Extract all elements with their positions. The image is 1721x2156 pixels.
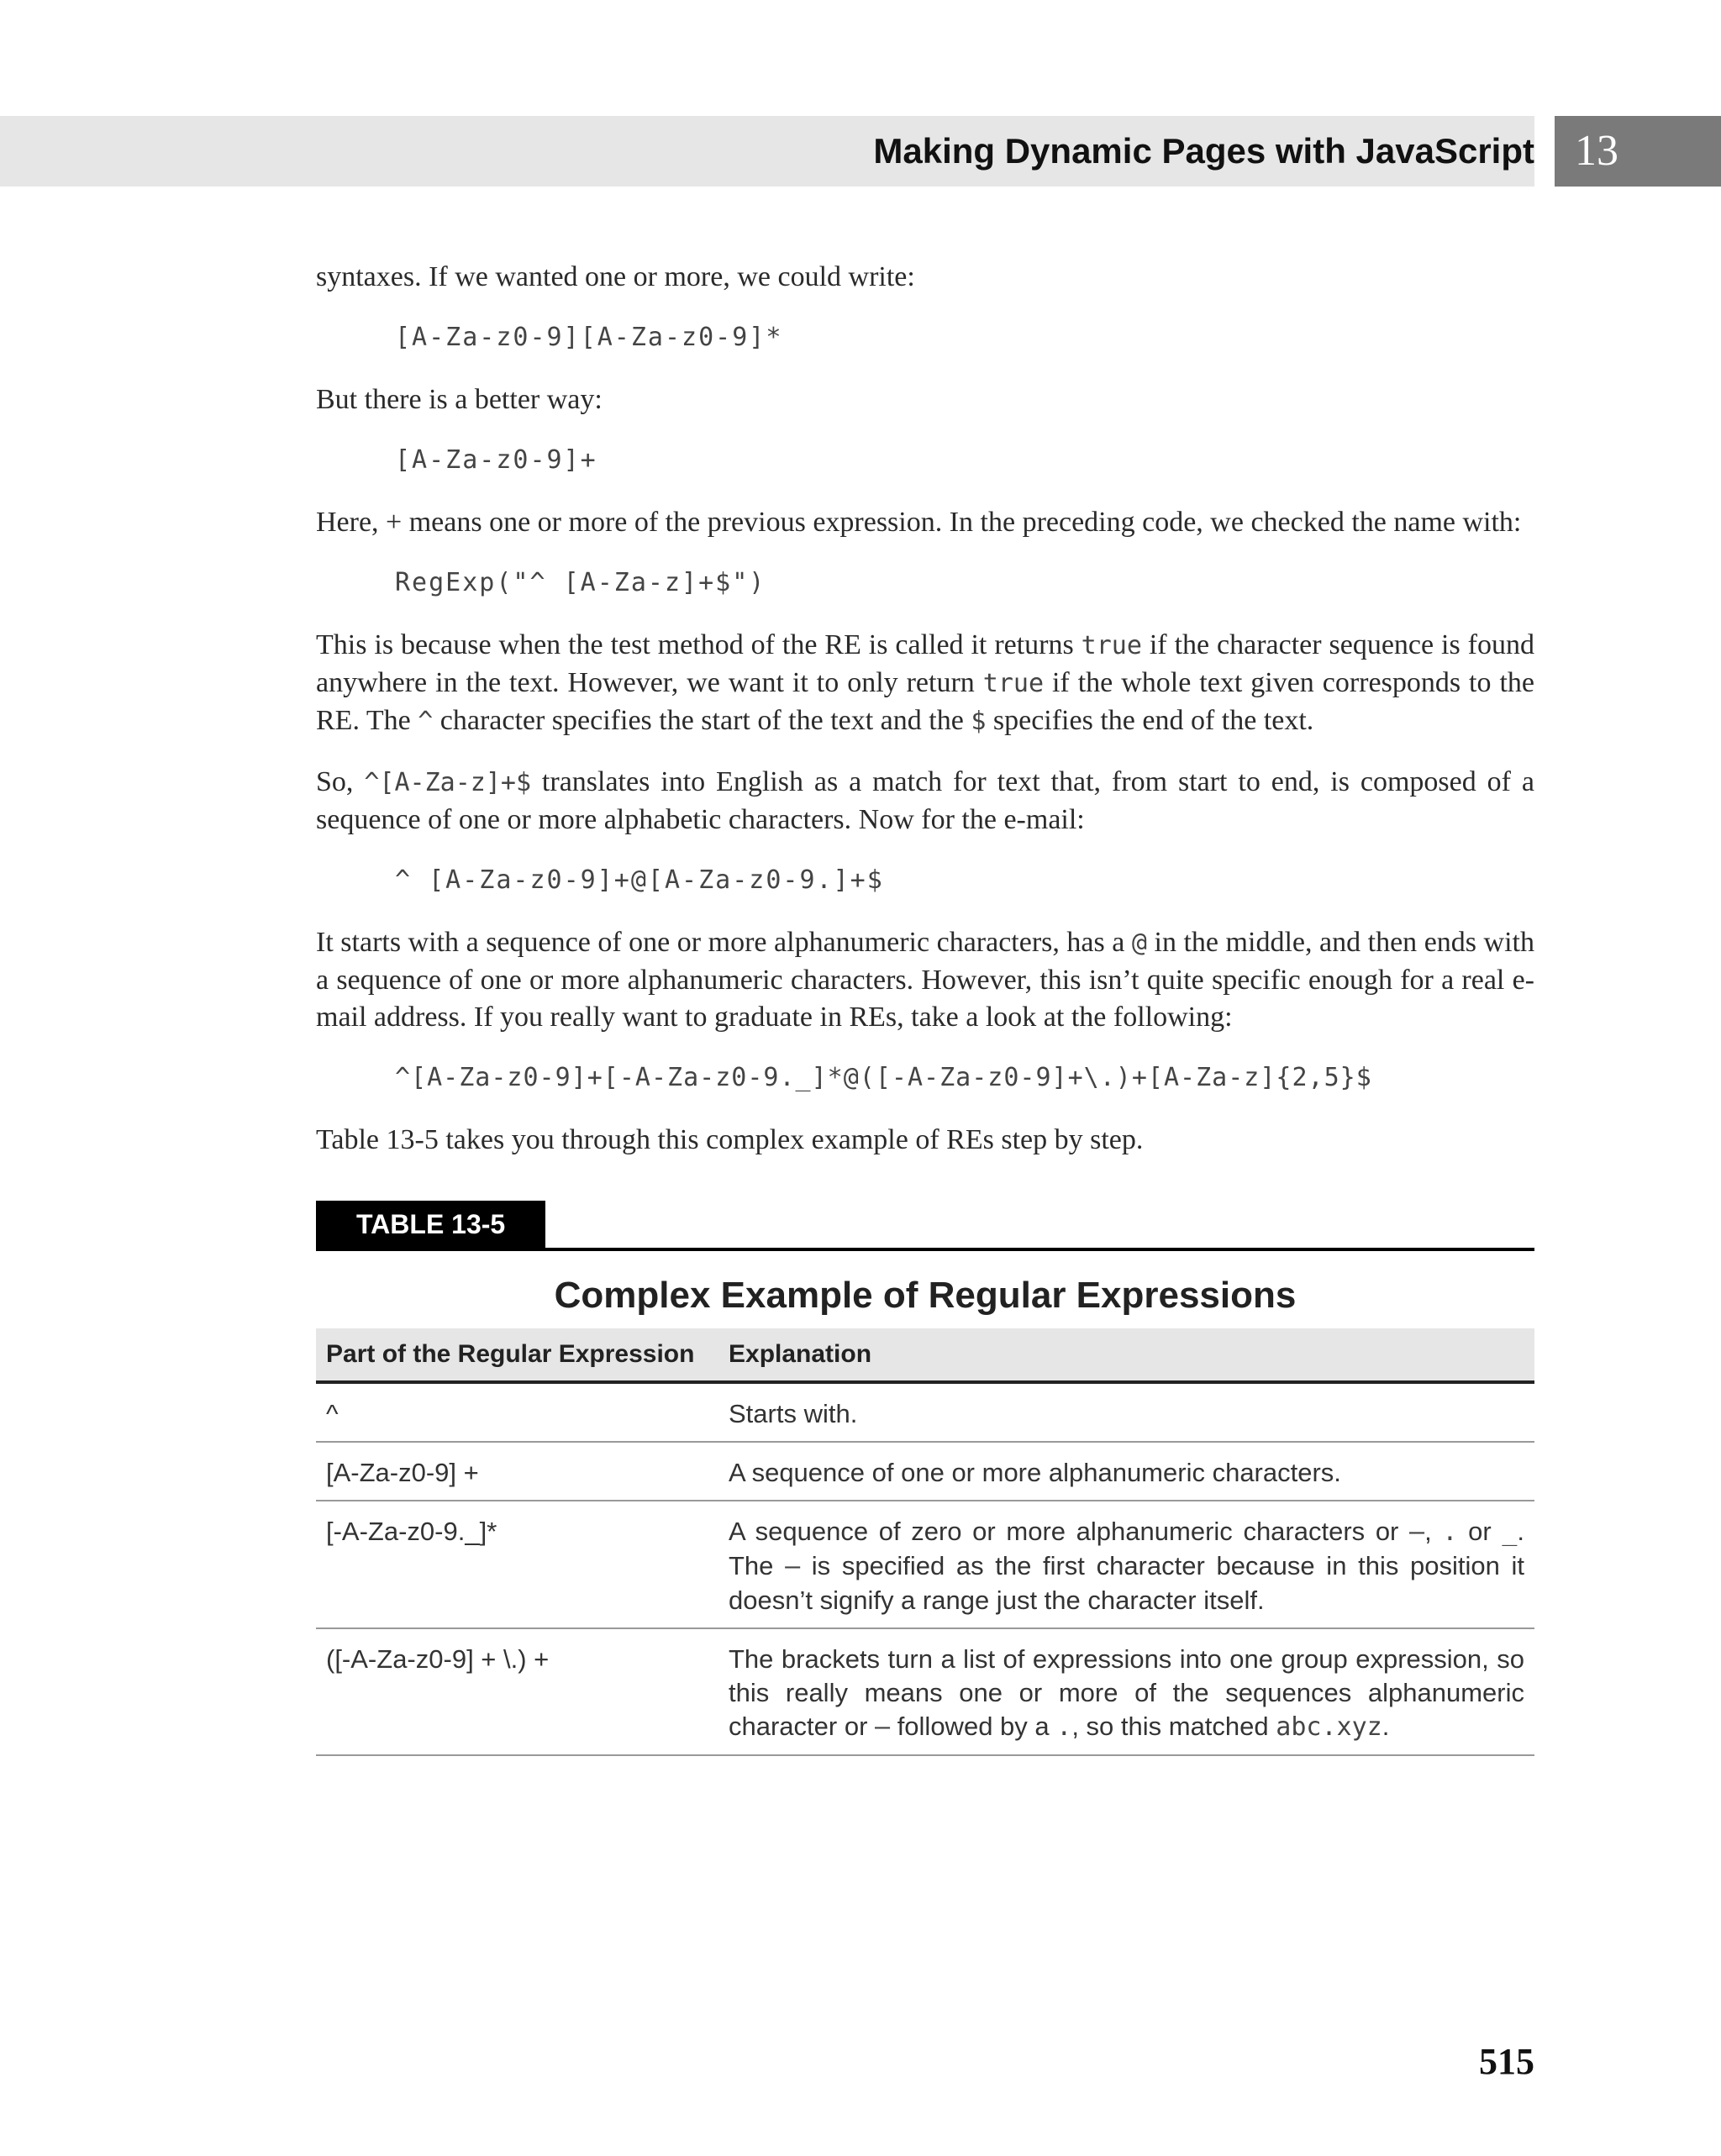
- page-number: 515: [1479, 2041, 1534, 2082]
- text-run: followed by a: [890, 1712, 1057, 1741]
- text-run: ,: [1424, 1517, 1443, 1546]
- table-cell-part: ^: [316, 1382, 718, 1442]
- inline-code: true: [1081, 631, 1142, 660]
- text-run: It starts with a sequence of one or more alphanumeric characters, has a: [316, 927, 1132, 958]
- code-block: [A-Za-z0-9]+: [395, 445, 597, 475]
- table-cell-part: ([-A-Za-z0-9] + \.) +: [316, 1628, 718, 1755]
- table-row: [316, 1501, 1534, 1628]
- paragraph: Here, + means one or more of the previous expression. In the preceding code, we checked the name with:: [316, 507, 1522, 538]
- inline-code: $: [971, 707, 987, 736]
- running-header-title: Making Dynamic Pages with JavaScript: [873, 131, 1534, 171]
- text-run: or: [1457, 1517, 1503, 1546]
- inline-code: –: [785, 1552, 801, 1581]
- table-cell-explanation: Starts with.: [718, 1382, 1534, 1442]
- table-cell-part: [-A-Za-z0-9._]*: [316, 1501, 718, 1628]
- paragraph: syntaxes. If we wanted one or more, we could write:: [316, 261, 915, 292]
- code-block: RegExp("^ [A-Za-z]+$"): [395, 568, 766, 597]
- table-row: [316, 1442, 1534, 1501]
- table-label: TABLE 13-5: [316, 1201, 545, 1248]
- inline-code: @: [1131, 928, 1147, 958]
- table-cell-part: [A-Za-z0-9] +: [316, 1442, 718, 1501]
- text-run: if the character sequence is found anywhere in the text. However, we want it to only return: [316, 629, 1534, 698]
- paragraph: [316, 924, 1534, 1036]
- inline-code: abc.xyz: [1276, 1712, 1382, 1742]
- text-run: character specifies the start of the text and the: [433, 705, 971, 736]
- paragraph: But there is a better way:: [316, 384, 603, 415]
- text-run: So,: [316, 766, 365, 797]
- inline-code: _: [1502, 1517, 1518, 1547]
- page-body: [316, 259, 1534, 1756]
- paragraph: [316, 627, 1534, 740]
- text-run: if the whole text given corresponds to the RE. The: [316, 667, 1534, 736]
- text-run: . The: [729, 1517, 1524, 1580]
- table-header-row: [316, 1328, 1534, 1382]
- inline-code: true: [982, 669, 1045, 698]
- inline-code: –: [1409, 1517, 1425, 1547]
- text-run: The brackets turn a list of expressions into one group expression, so this really means one or more of the sequences alphanumeric character or: [729, 1644, 1524, 1741]
- paragraph: Table 13-5 takes you through this complex example of REs step by step.: [316, 1124, 1144, 1155]
- text-run: translates into English as a match for text that, from start to end, is composed of a sequence of one or more alphabetic characters. Now for the e-mail:: [316, 766, 1534, 835]
- text-run: , so this matched: [1071, 1712, 1276, 1741]
- column-header: Explanation: [718, 1328, 1534, 1382]
- chapter-number-tab: 13: [1555, 116, 1721, 187]
- inline-code: ^[A-Za-z]+$: [364, 768, 532, 797]
- table-row: [316, 1628, 1534, 1755]
- table-cell-explanation: [718, 1501, 1534, 1628]
- text-run: in the middle, and then ends with a sequence of one or more alphanumeric characters. However, this isn’t quite specific enough for a real e-mail address. If you really want to graduate in REs, take a look at the following:: [316, 927, 1535, 1033]
- table-top-rule: [316, 1248, 1534, 1251]
- text-run: This is because when the test method of the RE is called it returns: [316, 629, 1082, 660]
- paragraph: [316, 764, 1534, 839]
- inline-code: –: [875, 1712, 891, 1742]
- inline-code: ^: [418, 707, 434, 736]
- code-block: ^ [A-Za-z0-9]+@[A-Za-z0-9.]+$: [395, 865, 884, 895]
- text-run: .: [1382, 1712, 1390, 1741]
- table-13-5: [316, 1201, 1534, 1756]
- table-label-row: [316, 1201, 1534, 1251]
- text-run: A sequence of zero or more alphanumeric characters or: [729, 1517, 1410, 1546]
- regex-table: [316, 1328, 1534, 1756]
- code-block: ^[A-Za-z0-9]+[-A-Za-z0-9._]*@([-A-Za-z0-9]+\.)+[A-Za-z]{2,5}$: [395, 1063, 1372, 1092]
- text-run: is specified as the first character because in this position it doesn’t signify a range just the character itself.: [729, 1551, 1524, 1615]
- text-run: specifies the end of the text.: [986, 705, 1314, 736]
- code-block: [A-Za-z0-9][A-Za-z0-9]*: [395, 323, 783, 352]
- table-row: [316, 1382, 1534, 1442]
- table-title: Complex Example of Regular Expressions: [554, 1275, 1297, 1316]
- table-cell-explanation: [718, 1628, 1534, 1755]
- inline-code: .: [1442, 1517, 1458, 1547]
- column-header: Part of the Regular Expression: [316, 1328, 718, 1382]
- table-cell-explanation: A sequence of one or more alphanumeric characters.: [718, 1442, 1534, 1501]
- inline-code: .: [1056, 1712, 1072, 1742]
